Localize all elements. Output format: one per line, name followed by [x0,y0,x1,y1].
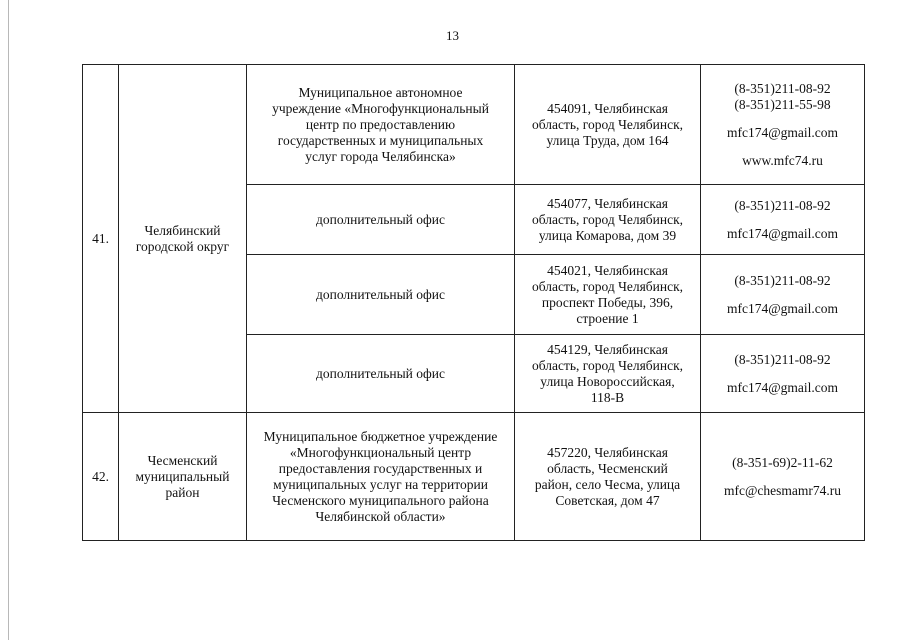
page-edge-line [8,0,9,640]
office-name-cell [247,185,515,255]
municipality-line: муниципальный [135,468,230,484]
municipality-cell [119,65,247,413]
email-link[interactable]: mfc174@gmail.com [726,124,839,140]
row-number: 41. [83,65,119,413]
address-line: область, город Челябинск, [531,278,684,294]
office-name-line: дополнительный офис [316,211,445,227]
office-name-cell [247,65,515,185]
office-name-line: дополнительный офис [316,365,445,381]
office-name-line: услуг города Челябинска» [305,148,456,164]
municipality-line: район [165,484,200,500]
office-name-cell [247,413,515,541]
municipality-line: Чесменский [147,452,218,468]
page-number: 13 [446,28,459,43]
address-cell [515,185,701,255]
office-name-line: Муниципальное автономное [298,84,463,100]
email-link[interactable]: mfc174@gmail.com [726,225,839,241]
table-row [83,413,865,541]
contacts-cell [701,185,865,255]
address-line: область, город Челябинск, [531,211,684,227]
address-line: строение 1 [576,310,639,326]
contacts-cell [701,335,865,413]
municipality-line: городской округ [135,238,230,254]
office-name-line: центр по предоставлению [305,116,456,132]
address-line: улица Труда, дом 164 [546,132,669,148]
phone: (8-351-69)2-11-62 [732,454,833,470]
office-name-line: Чесменского муниципального района [272,492,489,508]
municipality-line: Челябинский [144,222,221,238]
email-link[interactable]: mfc174@gmail.com [726,379,839,395]
address-line: 457220, Челябинская [547,444,668,460]
address-cell [515,413,701,541]
contacts-cell [701,65,865,185]
address-line: Советская, дом 47 [555,492,660,508]
website-link[interactable]: www.mfc74.ru [742,152,823,168]
address-line: улица Новороссийская, [540,373,675,389]
address-line: область, город Челябинск, [531,116,684,132]
table-row [83,65,865,185]
address-line: проспект Победы, 396, [541,294,674,310]
phone: (8-351)211-08-92 [734,197,831,213]
address-line: улица Комарова, дом 39 [538,227,677,243]
mfc-registry-table [82,64,865,541]
address-line: район, село Чесма, улица [534,476,681,492]
contacts-cell [701,413,865,541]
email-link[interactable]: mfc@chesmamr74.ru [723,482,842,498]
office-name-line: предоставления государственных и [278,460,483,476]
address-line: 118-В [590,389,625,405]
contacts-cell [701,255,865,335]
row-number: 42. [83,413,119,541]
office-name-line: государственных и муниципальных [277,132,484,148]
address-cell [515,65,701,185]
address-line: область, Чесменский [547,460,668,476]
municipality-cell [119,413,247,541]
office-name-cell [247,255,515,335]
phone: (8-351)211-08-92 [734,272,831,288]
address-line: 454129, Челябинская [547,341,668,357]
office-name-line: «Многофункциональный центр [289,444,472,460]
address-line: 454077, Челябинская [547,195,668,211]
address-line: 454021, Челябинская [547,262,668,278]
address-cell [515,335,701,413]
address-line: 454091, Челябинская [547,100,668,116]
phone: (8-351)211-08-92 [734,351,831,367]
email-link[interactable]: mfc174@gmail.com [726,300,839,316]
office-name-line: дополнительный офис [316,286,445,302]
office-name-line: Муниципальное бюджетное учреждение [263,428,498,444]
address-cell [515,255,701,335]
phone: (8-351)211-08-92 [734,80,831,96]
phone: (8-351)211-55-98 [734,96,831,112]
office-name-line: муниципальных услуг на территории [273,476,488,492]
address-line: область, город Челябинск, [531,357,684,373]
office-name-cell [247,335,515,413]
office-name-line: учреждение «Многофункциональный [272,100,489,116]
office-name-line: Челябинской области» [315,508,446,524]
